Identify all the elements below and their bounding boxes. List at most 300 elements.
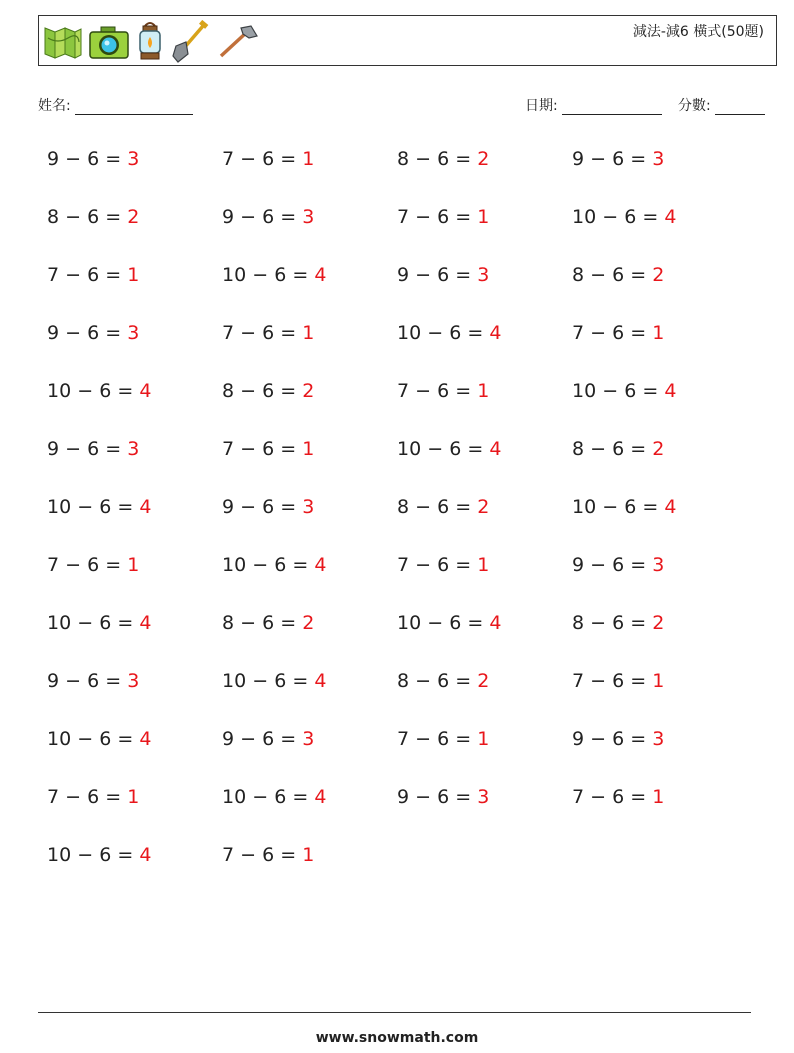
operand-a: 7 <box>572 786 585 808</box>
icon-strip <box>43 20 259 64</box>
minus-sign: − <box>590 264 607 286</box>
minus-sign: − <box>590 438 607 460</box>
axe-icon <box>215 24 259 60</box>
minus-sign: − <box>252 786 269 808</box>
problem-5 <box>47 206 139 228</box>
minus-sign: − <box>252 264 269 286</box>
problem-6 <box>222 206 314 228</box>
answer: 1 <box>127 786 140 808</box>
problem-7 <box>397 206 489 228</box>
operand-a: 7 <box>47 264 60 286</box>
operand-a: 10 <box>222 670 247 692</box>
answer: 2 <box>302 612 315 634</box>
answer: 4 <box>139 728 152 750</box>
operand-a: 7 <box>47 554 60 576</box>
operand-a: 9 <box>47 322 60 344</box>
equals-sign: = <box>455 728 472 750</box>
operand-b: 6 <box>612 786 625 808</box>
answer: 4 <box>489 612 502 634</box>
equals-sign: = <box>467 438 484 460</box>
operand-a: 7 <box>572 322 585 344</box>
equals-sign: = <box>455 380 472 402</box>
operand-a: 10 <box>47 612 72 634</box>
answer: 3 <box>127 148 140 170</box>
operand-b: 6 <box>262 148 275 170</box>
equals-sign: = <box>630 728 647 750</box>
operand-a: 8 <box>572 612 585 634</box>
equals-sign: = <box>630 554 647 576</box>
equals-sign: = <box>467 612 484 634</box>
operand-b: 6 <box>624 206 637 228</box>
minus-sign: − <box>240 728 257 750</box>
operand-a: 8 <box>222 612 235 634</box>
minus-sign: − <box>240 844 257 866</box>
problem-40 <box>572 670 664 692</box>
answer: 2 <box>302 380 315 402</box>
minus-sign: − <box>65 554 82 576</box>
operand-b: 6 <box>262 438 275 460</box>
operand-a: 10 <box>47 728 72 750</box>
minus-sign: − <box>415 496 432 518</box>
operand-b: 6 <box>99 612 112 634</box>
operand-a: 7 <box>47 786 60 808</box>
operand-b: 6 <box>99 844 112 866</box>
problem-20 <box>572 380 676 402</box>
minus-sign: − <box>65 786 82 808</box>
problem-25 <box>47 496 151 518</box>
answer: 4 <box>664 496 677 518</box>
operand-a: 8 <box>397 496 410 518</box>
answer: 2 <box>477 496 490 518</box>
operand-a: 8 <box>397 148 410 170</box>
answer: 1 <box>477 728 490 750</box>
name-field <box>38 95 193 115</box>
problem-10 <box>222 264 326 286</box>
minus-sign: − <box>415 554 432 576</box>
problem-45 <box>47 786 139 808</box>
answer: 3 <box>302 728 315 750</box>
equals-sign: = <box>105 554 122 576</box>
problem-2 <box>222 148 314 170</box>
operand-a: 7 <box>222 844 235 866</box>
equals-sign: = <box>467 322 484 344</box>
minus-sign: − <box>415 786 432 808</box>
operand-b: 6 <box>437 264 450 286</box>
answer: 3 <box>302 206 315 228</box>
equals-sign: = <box>280 322 297 344</box>
problem-16 <box>572 322 664 344</box>
operand-a: 9 <box>397 264 410 286</box>
problem-50 <box>222 844 314 866</box>
date-field <box>525 95 662 115</box>
minus-sign: − <box>77 728 94 750</box>
operand-b: 6 <box>274 670 287 692</box>
operand-b: 6 <box>449 322 462 344</box>
minus-sign: − <box>240 612 257 634</box>
answer: 2 <box>652 438 665 460</box>
name-line[interactable] <box>75 100 193 115</box>
operand-b: 6 <box>99 380 112 402</box>
operand-b: 6 <box>262 612 275 634</box>
minus-sign: − <box>427 322 444 344</box>
operand-b: 6 <box>87 206 100 228</box>
minus-sign: − <box>590 670 607 692</box>
equals-sign: = <box>280 148 297 170</box>
minus-sign: − <box>602 380 619 402</box>
minus-sign: − <box>415 728 432 750</box>
problem-27 <box>397 496 489 518</box>
operand-a: 8 <box>47 206 60 228</box>
equals-sign: = <box>105 786 122 808</box>
minus-sign: − <box>415 206 432 228</box>
problem-22 <box>222 438 314 460</box>
equals-sign: = <box>280 728 297 750</box>
minus-sign: − <box>590 786 607 808</box>
score-field <box>678 95 765 115</box>
operand-b: 6 <box>624 380 637 402</box>
operand-a: 9 <box>47 670 60 692</box>
answer: 4 <box>314 554 327 576</box>
problem-26 <box>222 496 314 518</box>
problem-42 <box>222 728 314 750</box>
equals-sign: = <box>455 264 472 286</box>
equals-sign: = <box>117 728 134 750</box>
camera-icon <box>88 24 130 60</box>
equals-sign: = <box>455 554 472 576</box>
operand-a: 7 <box>397 380 410 402</box>
minus-sign: − <box>240 322 257 344</box>
shovel-icon <box>170 20 210 64</box>
answer: 3 <box>652 148 665 170</box>
operand-b: 6 <box>99 728 112 750</box>
equals-sign: = <box>280 438 297 460</box>
answer: 3 <box>652 728 665 750</box>
answer: 3 <box>302 496 315 518</box>
equals-sign: = <box>630 670 647 692</box>
problem-13 <box>47 322 139 344</box>
minus-sign: − <box>65 264 82 286</box>
operand-b: 6 <box>262 728 275 750</box>
date-line[interactable] <box>562 100 662 115</box>
problem-34 <box>222 612 314 634</box>
operand-b: 6 <box>612 148 625 170</box>
equals-sign: = <box>642 496 659 518</box>
answer: 4 <box>489 438 502 460</box>
answer: 1 <box>127 264 140 286</box>
minus-sign: − <box>252 554 269 576</box>
problem-38 <box>222 670 326 692</box>
operand-b: 6 <box>262 206 275 228</box>
operand-b: 6 <box>87 554 100 576</box>
answer: 1 <box>302 322 315 344</box>
operand-b: 6 <box>449 612 462 634</box>
equals-sign: = <box>630 612 647 634</box>
problem-44 <box>572 728 664 750</box>
problem-43 <box>397 728 489 750</box>
answer: 1 <box>652 670 665 692</box>
answer: 3 <box>652 554 665 576</box>
problem-28 <box>572 496 676 518</box>
problem-21 <box>47 438 139 460</box>
problem-15 <box>397 322 501 344</box>
problem-4 <box>572 148 664 170</box>
answer: 3 <box>127 670 140 692</box>
problem-31 <box>397 554 489 576</box>
equals-sign: = <box>105 206 122 228</box>
operand-a: 7 <box>397 206 410 228</box>
score-line[interactable] <box>715 100 765 115</box>
problem-48 <box>572 786 664 808</box>
minus-sign: − <box>240 380 257 402</box>
equals-sign: = <box>630 148 647 170</box>
equals-sign: = <box>630 322 647 344</box>
operand-b: 6 <box>437 380 450 402</box>
operand-b: 6 <box>262 844 275 866</box>
answer: 2 <box>127 206 140 228</box>
answer: 1 <box>302 438 315 460</box>
problem-14 <box>222 322 314 344</box>
equals-sign: = <box>630 264 647 286</box>
equals-sign: = <box>455 670 472 692</box>
equals-sign: = <box>292 554 309 576</box>
answer: 1 <box>127 554 140 576</box>
operand-a: 9 <box>47 438 60 460</box>
equals-sign: = <box>642 206 659 228</box>
problem-30 <box>222 554 326 576</box>
answer: 4 <box>139 496 152 518</box>
operand-a: 10 <box>572 206 597 228</box>
operand-a: 9 <box>222 496 235 518</box>
operand-b: 6 <box>274 786 287 808</box>
minus-sign: − <box>590 322 607 344</box>
answer: 2 <box>652 264 665 286</box>
operand-a: 7 <box>397 728 410 750</box>
problem-8 <box>572 206 676 228</box>
operand-b: 6 <box>87 438 100 460</box>
problem-32 <box>572 554 664 576</box>
operand-a: 7 <box>222 148 235 170</box>
equals-sign: = <box>280 206 297 228</box>
operand-b: 6 <box>437 496 450 518</box>
score-label: 分數: <box>678 98 711 114</box>
equals-sign: = <box>292 264 309 286</box>
operand-b: 6 <box>612 612 625 634</box>
worksheet-header <box>38 15 777 66</box>
minus-sign: − <box>65 322 82 344</box>
answer: 1 <box>652 786 665 808</box>
operand-a: 7 <box>572 670 585 692</box>
problem-17 <box>47 380 151 402</box>
operand-a: 10 <box>222 264 247 286</box>
operand-a: 9 <box>572 728 585 750</box>
operand-a: 10 <box>397 322 422 344</box>
operand-b: 6 <box>262 380 275 402</box>
operand-b: 6 <box>87 670 100 692</box>
operand-a: 8 <box>572 264 585 286</box>
minus-sign: − <box>590 728 607 750</box>
minus-sign: − <box>590 148 607 170</box>
answer: 2 <box>652 612 665 634</box>
minus-sign: − <box>602 496 619 518</box>
operand-a: 9 <box>397 786 410 808</box>
problem-29 <box>47 554 139 576</box>
minus-sign: − <box>77 380 94 402</box>
date-label: 日期: <box>525 98 558 114</box>
equals-sign: = <box>280 844 297 866</box>
equals-sign: = <box>280 496 297 518</box>
answer: 1 <box>302 148 315 170</box>
operand-b: 6 <box>437 554 450 576</box>
worksheet-title: 減法-減6 橫式(50題) <box>632 24 764 40</box>
operand-b: 6 <box>437 148 450 170</box>
operand-b: 6 <box>437 670 450 692</box>
equals-sign: = <box>117 496 134 518</box>
operand-a: 9 <box>222 206 235 228</box>
operand-b: 6 <box>612 264 625 286</box>
operand-b: 6 <box>437 786 450 808</box>
problem-49 <box>47 844 151 866</box>
answer: 3 <box>477 786 490 808</box>
operand-b: 6 <box>87 148 100 170</box>
answer: 3 <box>477 264 490 286</box>
operand-b: 6 <box>612 554 625 576</box>
equals-sign: = <box>642 380 659 402</box>
footer-url: www.snowmath.com <box>315 1030 479 1046</box>
problem-46 <box>222 786 326 808</box>
operand-a: 7 <box>222 322 235 344</box>
answer: 1 <box>477 380 490 402</box>
operand-a: 8 <box>222 380 235 402</box>
equals-sign: = <box>117 612 134 634</box>
problem-9 <box>47 264 139 286</box>
operand-a: 10 <box>47 380 72 402</box>
problem-41 <box>47 728 151 750</box>
operand-b: 6 <box>87 786 100 808</box>
minus-sign: − <box>77 612 94 634</box>
equals-sign: = <box>280 380 297 402</box>
minus-sign: − <box>590 554 607 576</box>
problem-47 <box>397 786 489 808</box>
equals-sign: = <box>455 206 472 228</box>
equals-sign: = <box>292 670 309 692</box>
operand-a: 10 <box>47 496 72 518</box>
answer: 4 <box>314 786 327 808</box>
minus-sign: − <box>65 438 82 460</box>
answer: 4 <box>139 844 152 866</box>
equals-sign: = <box>280 612 297 634</box>
equals-sign: = <box>292 786 309 808</box>
answer: 4 <box>139 612 152 634</box>
answer: 1 <box>302 844 315 866</box>
answer: 4 <box>489 322 502 344</box>
equals-sign: = <box>105 670 122 692</box>
equals-sign: = <box>105 148 122 170</box>
problem-35 <box>397 612 501 634</box>
footer-divider <box>38 1012 751 1013</box>
operand-a: 10 <box>222 554 247 576</box>
operand-b: 6 <box>87 264 100 286</box>
operand-b: 6 <box>262 322 275 344</box>
equals-sign: = <box>455 496 472 518</box>
equals-sign: = <box>455 786 472 808</box>
operand-b: 6 <box>274 264 287 286</box>
equals-sign: = <box>630 438 647 460</box>
operand-b: 6 <box>612 670 625 692</box>
equals-sign: = <box>117 380 134 402</box>
problem-23 <box>397 438 501 460</box>
operand-b: 6 <box>612 438 625 460</box>
equals-sign: = <box>105 322 122 344</box>
operand-a: 7 <box>397 554 410 576</box>
map-icon <box>43 24 83 60</box>
problem-33 <box>47 612 151 634</box>
operand-a: 10 <box>397 612 422 634</box>
name-label: 姓名: <box>38 98 71 114</box>
answer: 3 <box>127 438 140 460</box>
answer: 3 <box>127 322 140 344</box>
operand-a: 8 <box>572 438 585 460</box>
minus-sign: − <box>65 148 82 170</box>
problem-3 <box>397 148 489 170</box>
minus-sign: − <box>77 496 94 518</box>
operand-a: 10 <box>222 786 247 808</box>
minus-sign: − <box>415 380 432 402</box>
operand-a: 10 <box>572 496 597 518</box>
answer: 4 <box>664 380 677 402</box>
minus-sign: − <box>602 206 619 228</box>
minus-sign: − <box>240 496 257 518</box>
answer: 2 <box>477 670 490 692</box>
problem-36 <box>572 612 664 634</box>
operand-a: 10 <box>397 438 422 460</box>
operand-b: 6 <box>612 322 625 344</box>
answer: 1 <box>477 554 490 576</box>
operand-a: 9 <box>47 148 60 170</box>
lantern-icon <box>135 20 165 64</box>
operand-b: 6 <box>262 496 275 518</box>
problem-1 <box>47 148 139 170</box>
answer: 1 <box>652 322 665 344</box>
minus-sign: − <box>415 264 432 286</box>
minus-sign: − <box>427 612 444 634</box>
problem-37 <box>47 670 139 692</box>
problem-11 <box>397 264 489 286</box>
answer: 4 <box>139 380 152 402</box>
answer: 4 <box>314 264 327 286</box>
operand-a: 9 <box>572 554 585 576</box>
operand-b: 6 <box>624 496 637 518</box>
answer: 4 <box>314 670 327 692</box>
problem-39 <box>397 670 489 692</box>
answer: 1 <box>477 206 490 228</box>
minus-sign: − <box>415 148 432 170</box>
answer: 4 <box>664 206 677 228</box>
equals-sign: = <box>117 844 134 866</box>
problem-24 <box>572 438 664 460</box>
equals-sign: = <box>105 438 122 460</box>
operand-a: 9 <box>572 148 585 170</box>
problem-19 <box>397 380 489 402</box>
operand-b: 6 <box>87 322 100 344</box>
minus-sign: − <box>240 206 257 228</box>
operand-b: 6 <box>449 438 462 460</box>
equals-sign: = <box>455 148 472 170</box>
operand-a: 7 <box>222 438 235 460</box>
minus-sign: − <box>65 206 82 228</box>
operand-b: 6 <box>612 728 625 750</box>
operand-a: 9 <box>222 728 235 750</box>
problem-12 <box>572 264 664 286</box>
